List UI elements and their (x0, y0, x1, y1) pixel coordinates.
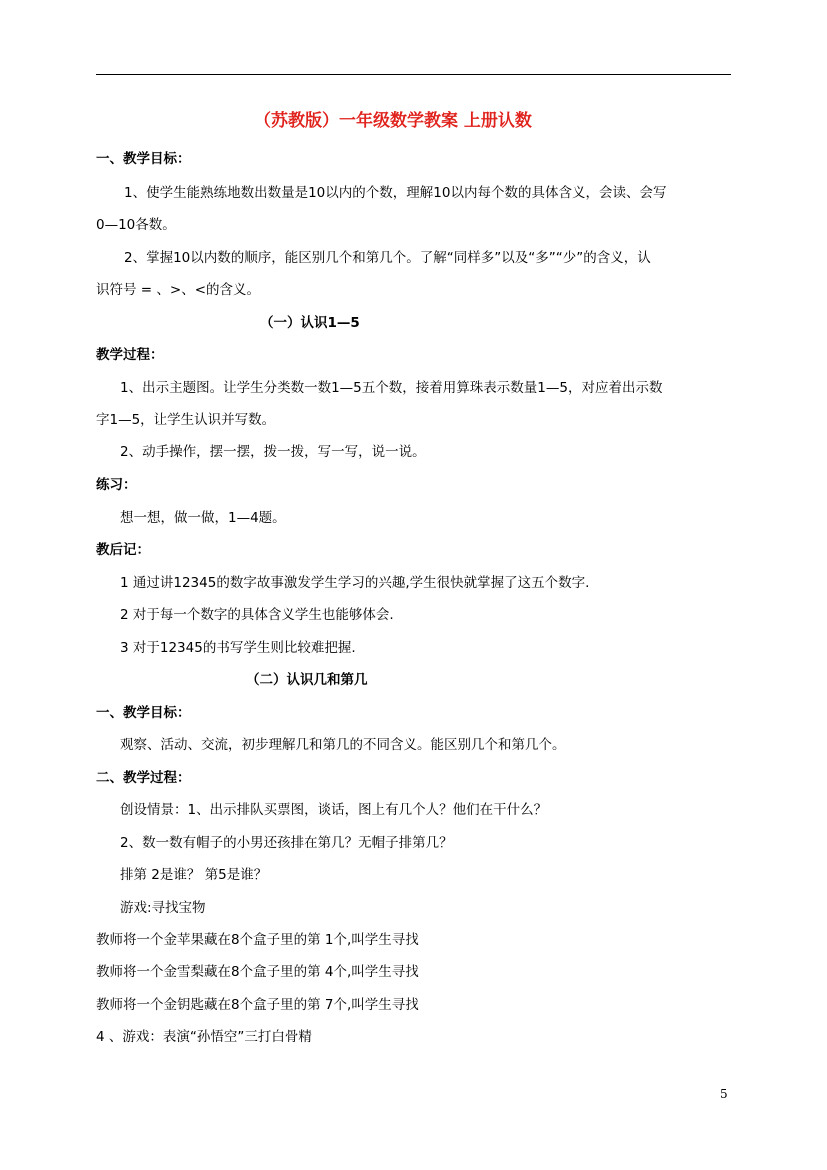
subsection-title: （一）认识1—5 (260, 315, 360, 331)
section-heading: 教后记： (96, 542, 150, 558)
paragraph-line: 2、掌握10以内数的顺序，能区别几个和第几个。了解“同样多”以及“多”“少”的含义，认 (124, 250, 651, 266)
paragraph-line: 想一想，做一做，1—4题。 (120, 510, 286, 526)
paragraph-line: 1、出示主题图。让学生分类数一数1—5五个数，接着用算珠表示数量1—5，对应着出示数 (120, 380, 663, 396)
page-number: 5 (720, 1087, 728, 1101)
paragraph-line: 4 、游戏：表演“孙悟空”三打白骨精 (96, 1029, 312, 1045)
section-heading: 一、教学目标： (96, 705, 191, 721)
paragraph-line: 排第 2是谁？ 第5是谁？ (120, 867, 268, 883)
paragraph-line: 1 通过讲12345的数字故事激发学生学习的兴趣,学生很快就掌握了这五个数字. (120, 575, 590, 591)
section-heading: 教学过程： (96, 347, 164, 363)
paragraph-line: 识符号 = 、>、<的含义。 (96, 282, 261, 298)
paragraph-line: 3 对于12345的书写学生则比较难把握. (120, 640, 356, 656)
paragraph-line: 教师将一个金钥匙藏在8个盒子里的第 7个,叫学生寻找 (96, 997, 419, 1013)
subsection-title: （二）认识几和第几 (246, 672, 368, 688)
paragraph-line: 创设情景：1、出示排队买票图，谈话，图上有几个人？他们在干什么？ (120, 802, 548, 818)
paragraph-line: 2、动手操作，摆一摆，拨一拨，写一写，说一说。 (120, 444, 426, 460)
paragraph-line: 2 对于每一个数字的具体含义学生也能够体会. (120, 607, 394, 623)
paragraph-line: 2、数一数有帽子的小男还孩排在第几？无帽子排第几？ (120, 835, 453, 851)
section-heading: 二、教学过程： (96, 770, 191, 786)
paragraph-line: 1、使学生能熟练地数出数量是10以内的个数，理解10以内每个数的具体含义，会读、会写 (124, 185, 667, 201)
paragraph-line: 游戏:寻找宝物 (120, 900, 206, 916)
paragraph-line: 字1—5，让学生认识并写数。 (96, 412, 276, 428)
header-rule (96, 74, 731, 75)
section-heading: 练习： (96, 477, 137, 493)
paragraph-line: 教师将一个金雪梨藏在8个盒子里的第 4个,叫学生寻找 (96, 964, 419, 980)
section-heading: 一、教学目标： (96, 151, 191, 167)
paragraph-line: 教师将一个金苹果藏在8个盒子里的第 1个,叫学生寻找 (96, 932, 419, 948)
document-title: （苏教版）一年级数学教案 上册认数 (254, 111, 532, 131)
paragraph-line: 0—10各数。 (96, 217, 176, 233)
paragraph-line: 观察、活动、交流，初步理解几和第几的不同含义。能区别几个和第几个。 (120, 737, 566, 753)
